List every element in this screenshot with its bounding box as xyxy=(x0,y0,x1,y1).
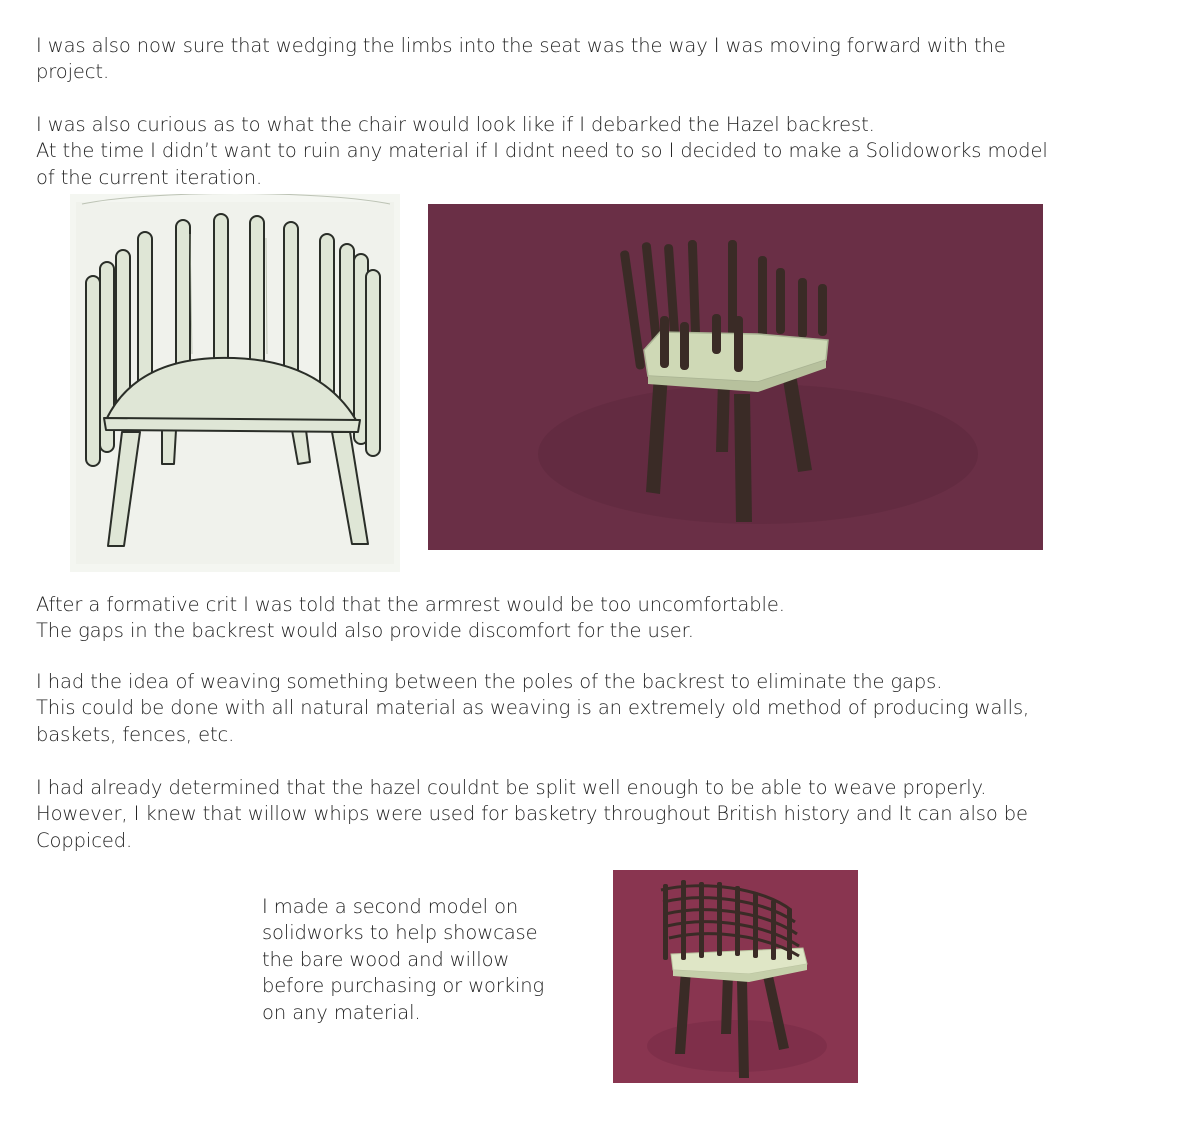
paragraph-second-model xyxy=(262,894,544,1026)
text-line: After a formative crit I was told that the armrest would be too uncomfortable. xyxy=(36,593,785,616)
paragraph-debark xyxy=(36,112,1048,191)
text-line: on any material. xyxy=(262,1000,421,1024)
text-line: I had already determined that the hazel couldnt be split well enough to be able to weave properly. xyxy=(36,776,987,799)
text-line: solidworks to help showcase xyxy=(262,921,538,945)
paragraph-willow xyxy=(36,775,1028,854)
text-line: I was also curious as to what the chair would look like if I debarked the Hazel backrest. xyxy=(36,113,875,136)
text-line: project. xyxy=(36,60,110,84)
text-line: I made a second model on xyxy=(262,895,519,918)
chair-render-icon xyxy=(428,204,1043,550)
text-line: The gaps in the backrest would also provide discomfort for the user. xyxy=(36,619,694,643)
text-line: At the time I didn’t want to ruin any material if I didnt need to so I decided to make a Solidoworks model xyxy=(36,139,1048,163)
text-line: However, I knew that willow whips were used for basketry throughout British history and It can also be xyxy=(36,802,1028,826)
text-line: of the current iteration. xyxy=(36,165,263,189)
paragraph-crit xyxy=(36,592,785,645)
paragraph-weaving xyxy=(36,669,1029,748)
text-line: Coppiced. xyxy=(36,828,133,852)
chair-sketch-image xyxy=(70,194,400,572)
woven-chair-render-icon xyxy=(613,870,858,1083)
text-line: before purchasing or working xyxy=(262,974,545,998)
text-line: I had the idea of weaving something between the poles of the backrest to eliminate the gaps. xyxy=(36,670,943,693)
woven-chair-render-image xyxy=(613,870,858,1083)
chair-render-image xyxy=(428,204,1043,550)
paragraph-intro xyxy=(36,33,1006,86)
text-line: This could be done with all natural material as weaving is an extremely old method of producing walls, xyxy=(36,696,1030,720)
text-line: baskets, fences, etc. xyxy=(36,722,235,746)
text-line: I was also now sure that wedging the limbs into the seat was the way I was moving forward with the xyxy=(36,34,1006,57)
chair-sketch-icon xyxy=(70,194,400,572)
text-line: the bare wood and willow xyxy=(262,947,510,971)
